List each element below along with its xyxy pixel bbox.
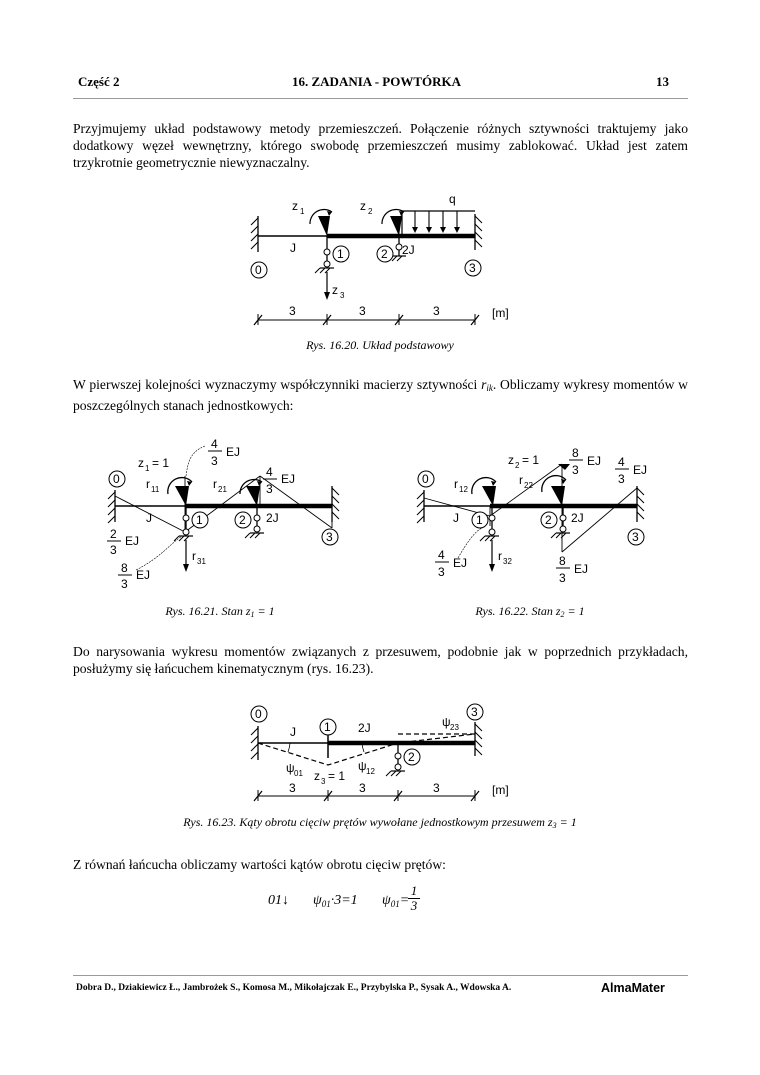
z2-label: z bbox=[360, 199, 366, 213]
moment-num: 8 bbox=[559, 554, 566, 568]
caption-16-21-text: Rys. 16.21. Stan z bbox=[165, 604, 251, 618]
r32-label: r bbox=[498, 549, 502, 563]
stiffness-2J: 2J bbox=[402, 243, 415, 257]
paragraph-2-text-a: W pierwszej kolejności wyznaczymy współczynniki macierzy sztywności bbox=[73, 377, 482, 392]
z1-sub: 1 bbox=[300, 207, 305, 216]
caption-16-22-text: Rys. 16.22. Stan z bbox=[475, 604, 561, 618]
dim-1: 3 bbox=[289, 304, 296, 318]
paragraph-4: Z równań łańcucha obliczamy wartości kątów obrotu cięciw prętów: bbox=[73, 857, 446, 872]
node-0-label: 0 bbox=[255, 707, 262, 721]
moment-num: 4 bbox=[266, 465, 273, 479]
moment-ej: EJ bbox=[453, 556, 468, 570]
psi12-sub: 12 bbox=[366, 767, 375, 776]
r12-sub: 12 bbox=[459, 485, 468, 494]
moment-left bbox=[107, 527, 139, 557]
r22-sub: 22 bbox=[524, 481, 533, 490]
dim-2: 3 bbox=[359, 781, 366, 795]
equation-1-sub: 01 bbox=[321, 899, 331, 909]
node-1-label: 1 bbox=[196, 513, 203, 527]
moment-bottom bbox=[556, 554, 588, 585]
z3-equals: = 1 bbox=[328, 769, 346, 783]
psi23-sub: 23 bbox=[450, 723, 459, 732]
moment-num: 4 bbox=[211, 437, 218, 451]
node-2-label: 2 bbox=[239, 513, 246, 527]
r31-label: r bbox=[192, 549, 196, 563]
z1-label: z bbox=[138, 456, 144, 470]
equation-1-rest: ·3=1 bbox=[330, 893, 358, 908]
figure-16-23 bbox=[240, 700, 520, 806]
moment-den: 3 bbox=[572, 463, 579, 477]
equation-2-sub: 01 bbox=[390, 899, 400, 909]
q-label: q bbox=[449, 192, 456, 206]
equation-2-psi: ψ bbox=[382, 893, 391, 908]
caption-16-21-sub: 1 bbox=[250, 610, 255, 619]
caption-16-22 bbox=[430, 604, 630, 619]
r12-label: r bbox=[454, 477, 458, 491]
moment-ej: EJ bbox=[226, 445, 241, 459]
node-1-label: 1 bbox=[476, 513, 483, 527]
stiffness-J: J bbox=[290, 725, 296, 739]
psi01-label: ψ bbox=[286, 761, 295, 775]
footer-authors: Dobra D., Dziakiewicz Ł., Jambrożek S., Komosa M., Mikołajczak E., Przybylska P., Sysak A., Wdowska A. bbox=[76, 983, 512, 993]
psi01-sub: 01 bbox=[294, 769, 303, 778]
moment-top-left bbox=[569, 446, 601, 477]
node-3-label: 3 bbox=[471, 705, 478, 719]
moment-den: 3 bbox=[618, 472, 625, 486]
node-2-label: 2 bbox=[381, 247, 388, 261]
paragraph-2-text-b: . Obliczamy wykresy momentów w poszczególnych stanach jednostkowych: bbox=[73, 377, 688, 413]
z2-label: z bbox=[508, 453, 514, 467]
node-2-label: 2 bbox=[545, 513, 552, 527]
moment-top-2 bbox=[263, 465, 295, 496]
moment-ej: EJ bbox=[136, 568, 151, 582]
r21-label: r bbox=[213, 477, 217, 491]
r11-sub: 11 bbox=[151, 485, 160, 494]
stiffness-J: J bbox=[290, 241, 296, 255]
z3-label: z bbox=[314, 769, 320, 783]
paragraph-1: Przyjmujemy układ podstawowy metody przemieszczeń. Połączenie różnych sztywności traktujemy jako dodatkowy węzeł wewnętrzny, którego swobodę przemieszczeń musimy zablokować. Układ jest zatem trzykrotnie geometrycznie niewyznaczalny. bbox=[73, 121, 688, 170]
moment-num: 4 bbox=[438, 548, 445, 562]
caption-16-21-tail: = 1 bbox=[254, 604, 275, 618]
z1-sub: 1 bbox=[145, 464, 150, 473]
dim-1: 3 bbox=[289, 781, 296, 795]
equation-chain-ref: 01↓ bbox=[268, 893, 289, 908]
r22-label: r bbox=[519, 473, 523, 487]
r32-sub: 32 bbox=[503, 557, 512, 566]
fraction-numerator: 1 bbox=[408, 884, 420, 899]
header-part: Część 2 bbox=[78, 74, 120, 89]
moment-num: 4 bbox=[618, 455, 625, 469]
z3-sub: 3 bbox=[321, 777, 326, 786]
caption-16-20: Rys. 16.20. Układ podstawowy bbox=[306, 338, 454, 352]
moment-top-right bbox=[615, 455, 647, 486]
caption-16-22-tail: = 1 bbox=[564, 604, 585, 618]
r21-sub: 21 bbox=[218, 485, 227, 494]
unit-label: [m] bbox=[492, 306, 509, 320]
paragraph-2-symbol-sub: ik bbox=[486, 383, 493, 393]
node-0-label: 0 bbox=[255, 263, 262, 277]
z2-equals: = 1 bbox=[522, 453, 540, 467]
node-3-label: 3 bbox=[326, 530, 333, 544]
moment-ej: EJ bbox=[633, 463, 648, 477]
moment-left bbox=[435, 528, 482, 579]
stiffness-J: J bbox=[146, 511, 152, 525]
paragraph-2 bbox=[73, 376, 688, 414]
moment-num: 2 bbox=[110, 527, 117, 541]
fraction-denominator: 3 bbox=[410, 898, 418, 913]
stiffness-2J: 2J bbox=[266, 511, 279, 525]
moment-ej: EJ bbox=[281, 472, 296, 486]
node-1-label: 1 bbox=[324, 720, 331, 734]
node-0-label: 0 bbox=[113, 472, 120, 486]
node-3-label: 3 bbox=[469, 261, 476, 275]
equation-2-fraction bbox=[408, 884, 420, 913]
z3-label: z bbox=[332, 283, 338, 297]
z2-sub: 2 bbox=[368, 207, 373, 216]
moment-num: 8 bbox=[572, 446, 579, 460]
z1-equals: = 1 bbox=[152, 456, 170, 470]
equation-2 bbox=[382, 893, 409, 909]
moment-ej: EJ bbox=[574, 562, 589, 576]
header-chapter-title: 16. ZADANIA - POWTÓRKA bbox=[292, 74, 462, 89]
moment-den: 3 bbox=[110, 543, 117, 557]
moment-den: 3 bbox=[211, 454, 218, 468]
moment-den: 3 bbox=[438, 565, 445, 579]
stiffness-2J: 2J bbox=[571, 511, 584, 525]
moment-top-1 bbox=[186, 437, 240, 476]
footer-rule bbox=[73, 975, 688, 976]
psi12-label: ψ bbox=[358, 759, 367, 773]
figure-16-22 bbox=[410, 436, 670, 596]
caption-16-23-sub: 3 bbox=[552, 821, 557, 830]
caption-16-23-tail: = 1 bbox=[556, 815, 577, 829]
header-page-number: 13 bbox=[656, 74, 669, 89]
node-1-label: 1 bbox=[337, 247, 344, 261]
node-3-label: 3 bbox=[632, 530, 639, 544]
dim-3: 3 bbox=[433, 304, 440, 318]
dim-2: 3 bbox=[359, 304, 366, 318]
paragraph-3: Do narysowania wykresu momentów związanych z przesuwem, podobnie jak w poprzednich przykładach, posłużymy się łańcuchem kinematycznym (rys. 16.23). bbox=[73, 644, 688, 676]
z1-label: z bbox=[292, 199, 298, 213]
psi23-label: ψ bbox=[442, 715, 451, 729]
caption-16-22-sub: 2 bbox=[560, 610, 565, 619]
moment-ej: EJ bbox=[125, 534, 140, 548]
moment-ej: EJ bbox=[587, 454, 602, 468]
node-2-label: 2 bbox=[408, 750, 415, 764]
r31-sub: 31 bbox=[197, 557, 206, 566]
stiffness-J: J bbox=[453, 511, 459, 525]
z2-sub: 2 bbox=[515, 461, 520, 470]
equation-2-eq: = bbox=[399, 893, 410, 908]
caption-16-21 bbox=[120, 604, 320, 619]
header-rule bbox=[73, 98, 688, 99]
moment-num: 8 bbox=[121, 561, 128, 575]
figure-16-21 bbox=[100, 436, 350, 596]
dim-3: 3 bbox=[433, 781, 440, 795]
caption-16-23 bbox=[120, 815, 640, 830]
moment-den: 3 bbox=[266, 482, 273, 496]
caption-16-23-text: Rys. 16.23. Kąty obrotu cięciw prętów wywołane jednostkowym przesuwem z bbox=[183, 815, 553, 829]
equation-1-psi: ψ bbox=[313, 893, 322, 908]
equation-1 bbox=[313, 893, 358, 909]
stiffness-2J: 2J bbox=[358, 721, 371, 735]
unit-label: [m] bbox=[492, 783, 509, 797]
r11-label: r bbox=[146, 477, 150, 491]
moment-den: 3 bbox=[559, 571, 566, 585]
footer-brand: AlmaMater bbox=[601, 981, 665, 995]
node-0-label: 0 bbox=[422, 472, 429, 486]
z3-sub: 3 bbox=[340, 291, 345, 300]
paragraph-2-symbol: r bbox=[481, 377, 487, 392]
moment-den: 3 bbox=[121, 577, 128, 591]
figure-16-20 bbox=[240, 192, 520, 332]
